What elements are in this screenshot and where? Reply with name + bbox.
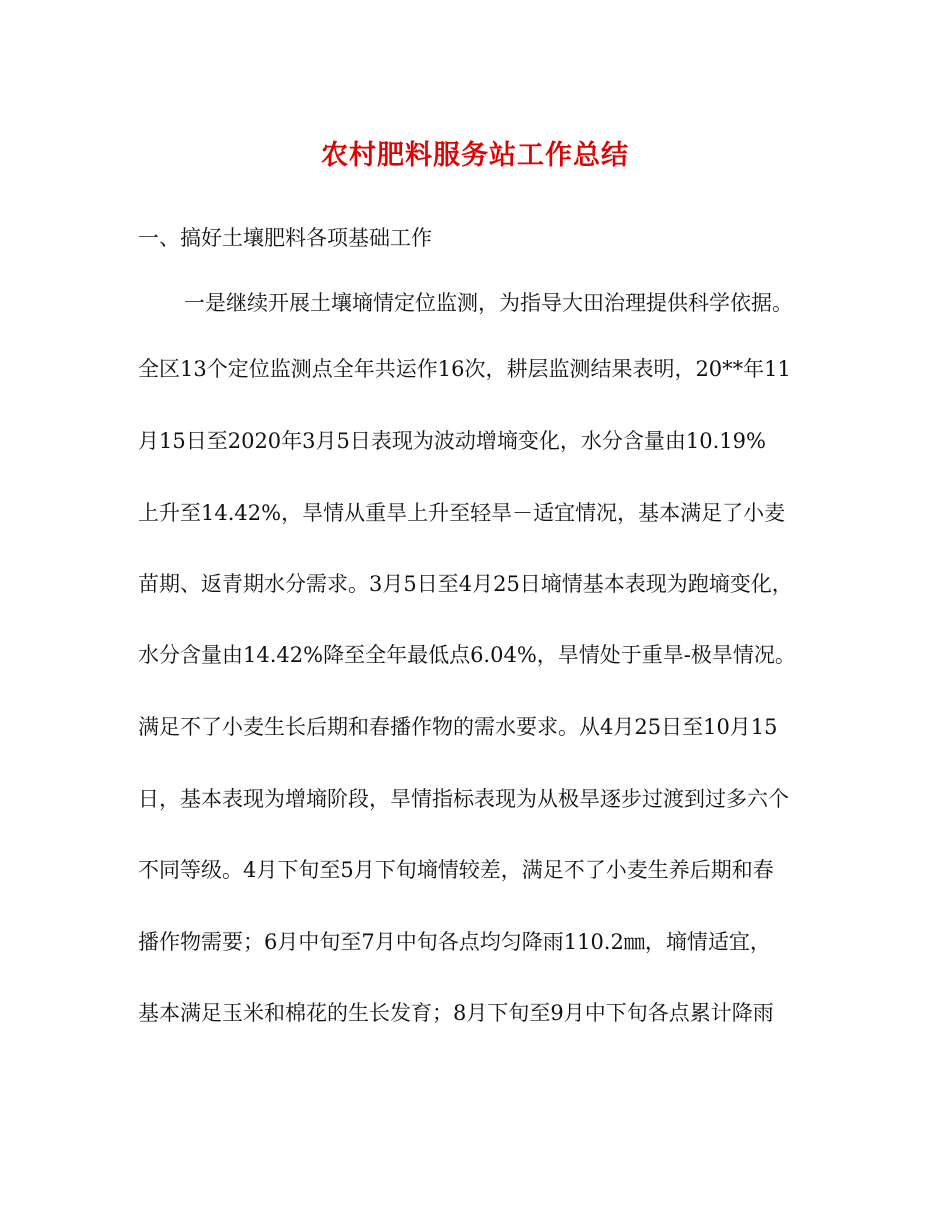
section-heading: 一、搞好土壤肥料各项基础工作 <box>138 226 432 250</box>
paragraph-line: 上升至14.42%，旱情从重旱上升至轻旱－适宜情况，基本满足了小麦 <box>138 501 786 525</box>
paragraph-line: 月15日至2020年3月5日表现为波动增墒变化，水分含量由10.19% <box>138 429 766 453</box>
paragraph-line: 全区13个定位监测点全年共运作16次，耕层监测结果表明，20**年11 <box>138 357 791 381</box>
paragraph-line: 基本满足玉米和棉花的生长发育；8月下旬至9月中下旬各点累计降雨 <box>138 1001 774 1025</box>
paragraph-line: 播作物需要；6月中旬至7月中旬各点均匀降雨110.2㎜，墒情适宜， <box>138 930 771 954</box>
paragraph-line: 日，基本表现为增墒阶段，旱情指标表现为从极旱逐步过渡到过多六个 <box>138 787 789 811</box>
paragraph-line: 不同等级。4月下旬至5月下旬墒情较差，满足不了小麦生养后期和春 <box>138 858 774 882</box>
paragraph-line: 水分含量由14.42%降至全年最低点6.04%，旱情处于重旱-极旱情况。 <box>138 643 796 667</box>
paragraph-line: 苗期、返青期水分需求。3月5日至4月25日墒情基本表现为跑墒变化， <box>138 572 793 596</box>
paragraph-line: 满足不了小麦生长后期和春播作物的需水要求。从4月25日至10月15 <box>138 715 778 739</box>
paragraph-line: 一是继续开展土壤墒情定位监测，为指导大田治理提供科学依据。 <box>184 291 793 315</box>
document-title: 农村肥料服务站工作总结 <box>321 140 629 171</box>
